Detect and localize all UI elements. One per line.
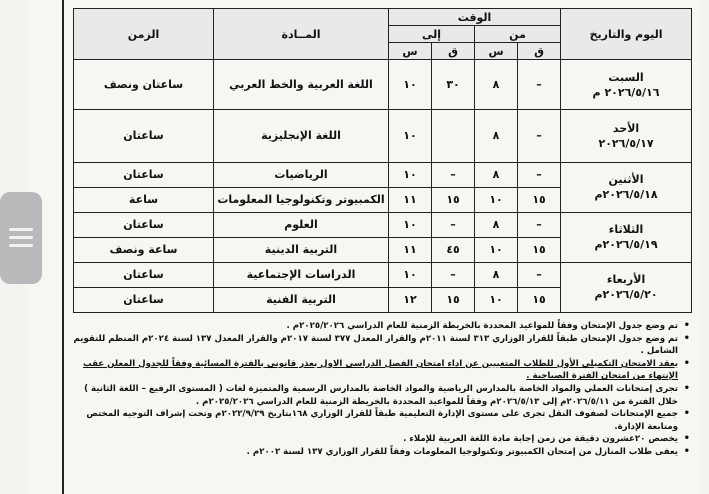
header-from-q: ق — [518, 43, 561, 60]
from-minutes: ١٥ — [518, 187, 561, 212]
day-name: الأثنين — [608, 173, 644, 187]
from-minutes: ١٥ — [518, 237, 561, 262]
table-row — [74, 262, 692, 287]
to-hour: ١٠ — [389, 212, 432, 237]
header-time: الوقت — [389, 9, 561, 26]
subject-cell: اللغة الإنجليزية — [214, 110, 389, 162]
from-hour: ٨ — [475, 262, 518, 287]
subject-cell: الدراسات الإجتماعية — [214, 262, 389, 287]
duration-cell: ساعة ونصف — [74, 237, 214, 262]
note-item: • جميع الإمتحانات لصفوف النقل تجرى على مستوى الإدارة التعليمية طبقاً للقرار الوزاري ١٦٨بتاريخ ٢٠٢٢/٩/٢٩م وتحت إشراف التوجيه المختص ومتابعة الإدارة. — [66, 408, 678, 433]
table-row — [74, 60, 692, 110]
subject-cell: التربية الدينية — [214, 237, 389, 262]
duration-cell: ساعتان ونصف — [74, 60, 214, 110]
note-item: • يعفى طلاب المنازل من إمتحان الكمبيوتر وتكنولوجيا المعلومات وفقاً للقرار الوزاري ١٣٧ لسنة ٢٠٠٢م . — [66, 446, 678, 459]
header-duration: الزمن — [74, 9, 214, 60]
from-hour: ١٠ — [475, 187, 518, 212]
header-from: من — [475, 26, 561, 43]
from-hour: ١٠ — [475, 237, 518, 262]
day-date-cell — [561, 262, 692, 312]
to-minutes — [432, 110, 475, 162]
day-name: الأحد — [612, 121, 640, 135]
from-hour: ٨ — [475, 212, 518, 237]
date-value: ٢٠٢٦/٥/٢٠م — [594, 288, 658, 302]
date-value: ٢٠٢٦/٥/١٧ — [598, 136, 654, 150]
day-name: الثلاثاء — [608, 223, 644, 237]
to-minutes: ٤٥ — [432, 237, 475, 262]
subject-cell: التربية الفنية — [214, 287, 389, 312]
handle-grip-line — [9, 244, 33, 247]
header-to-q: ق — [432, 43, 475, 60]
from-hour: ٨ — [475, 60, 518, 110]
from-minutes: – — [518, 60, 561, 110]
header-to: إلى — [389, 26, 475, 43]
date-value: ٢٠٢٦/٥/١٩م — [594, 238, 658, 252]
to-hour: ١٠ — [389, 262, 432, 287]
date-value: ٢٠٢٦/٥/١٨م — [594, 188, 658, 202]
duration-cell: ساعتان — [74, 162, 214, 187]
from-hour: ٨ — [475, 162, 518, 187]
duration-cell: ساعتان — [74, 110, 214, 162]
from-hour: ٨ — [475, 110, 518, 162]
table-row — [74, 162, 692, 187]
note-item: • يعقد الامتحان التكميلي الأول للطلاب المتغيبين عن اداء امتحان الفصل الدراسي الاول بعذر قانوني بالفترة المسائية وفقاً للجدول المعلن عقب الإنتهاء من امتحان الفترة الصباحية . — [66, 358, 678, 383]
header-day-date: اليوم والتاريخ — [561, 9, 692, 60]
day-date-cell — [561, 110, 692, 162]
header-to-s: س — [389, 43, 432, 60]
day-date-cell — [561, 162, 692, 212]
to-minutes: – — [432, 262, 475, 287]
day-date-cell — [561, 60, 692, 110]
from-minutes: ١٥ — [518, 287, 561, 312]
from-hour: ١٠ — [475, 287, 518, 312]
to-minutes: ١٥ — [432, 187, 475, 212]
header-from-s: س — [475, 43, 518, 60]
handle-grip-line — [9, 228, 33, 231]
page-border-line — [62, 0, 64, 494]
duration-cell: ساعتان — [74, 212, 214, 237]
note-item: • يخصص ٢٠عشرون دقيقة من زمن إجابة مادة اللغة العربية للإملاء . — [66, 433, 678, 446]
exam-schedule-table — [73, 8, 692, 313]
from-minutes: – — [518, 212, 561, 237]
subject-cell: الكمبيوتر وتكنولوجيا المعلومات — [214, 187, 389, 212]
to-minutes: – — [432, 162, 475, 187]
subject-cell: الرياضيات — [214, 162, 389, 187]
from-minutes: – — [518, 262, 561, 287]
table-row — [74, 212, 692, 237]
from-minutes: – — [518, 162, 561, 187]
date-value: ٢٠٢٦/٥/١٦ م — [592, 85, 660, 99]
day-date-cell — [561, 212, 692, 262]
note-item: • تم وضع جدول الإمتحان طبقاً للقرار الوزاري ٣١٣ لسنة ٢٠١١م والقرار المعدل ٣٧٧ لسنة ٢٠١٧م والقرار المعدل ١٣٧ لسنة ٢٠٢٤م المنظم للتقويم الشامل . — [66, 333, 678, 358]
duration-cell: ساعتان — [74, 262, 214, 287]
duration-cell: ساعة — [74, 187, 214, 212]
notes-section — [66, 320, 692, 459]
to-hour: ١٠ — [389, 110, 432, 162]
day-name: الأربعاء — [606, 273, 646, 287]
from-minutes: – — [518, 110, 561, 162]
to-hour: ١٠ — [389, 162, 432, 187]
note-item: • تجرى إمتحانات العملي والمواد الخاصة بالمدارس الرياضية والمواد الخاصة بالمدارس الرسمية والمتميزة لغات ( المستوى الرفيع – اللغة الثانية ) خلال الفترة من ٢٠٢٦/٥/١١م إلى ٢٠٢٦/٥/١٣م وفقاً للمواعيد المحددة بالخريطة الزمنية للعام الدراسي ٢٠٢٥/٢٠٢٦م . — [66, 383, 678, 408]
to-hour: ١٢ — [389, 287, 432, 312]
to-hour: ١١ — [389, 187, 432, 212]
day-name: السبت — [608, 70, 644, 84]
header-subject: المــادة — [214, 9, 389, 60]
duration-cell: ساعتان — [74, 287, 214, 312]
note-item: • تم وضع جدول الإمتحان وفقاً للمواعيد المحددة بالخريطة الزمنية للعام الدراسي ٢٠٢٥/٢٠٢٦م . — [66, 320, 678, 333]
to-hour: ١٠ — [389, 60, 432, 110]
subject-cell: العلوم — [214, 212, 389, 237]
to-minutes: ٣٠ — [432, 60, 475, 110]
table-row — [74, 110, 692, 162]
to-minutes: – — [432, 212, 475, 237]
to-minutes: ١٥ — [432, 287, 475, 312]
subject-cell: اللغة العربية والخط العربي — [214, 60, 389, 110]
to-hour: ١١ — [389, 237, 432, 262]
side-drag-handle[interactable] — [0, 192, 42, 284]
handle-grip-line — [9, 236, 33, 239]
